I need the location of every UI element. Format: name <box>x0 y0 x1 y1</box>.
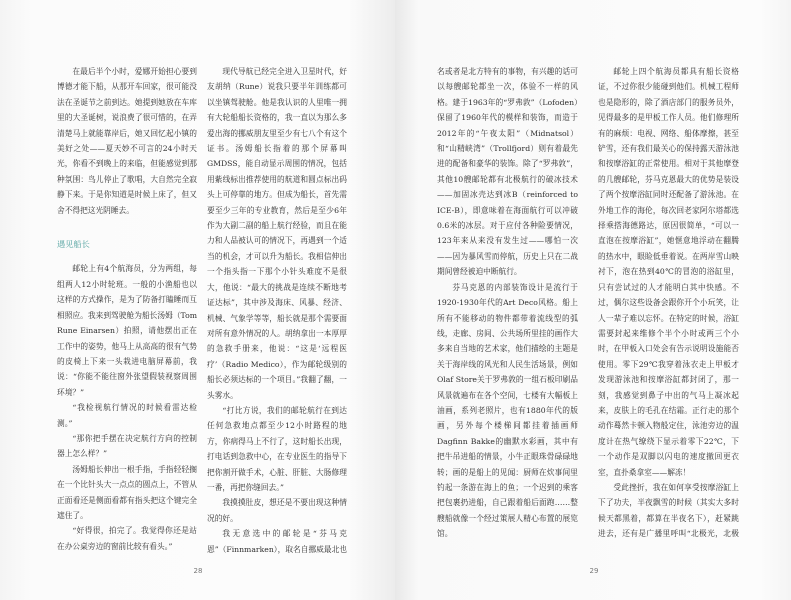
paragraph: 芬马克恩的内部装饰设计是流行于1920-1930年代的Art Deco风格。船上所有不能移动的物件都带着流线型的弧线，走廊、房间、公共场所里挂的画作大多来自当地的艺术家，他们描绘的主题是关于海岸线的风光和人民生活场景，例如Olaf Store关于罗弗敦的一组石板印刷品风景就遍布在各个空间，七楼有大幅板上油画，系列老照片，也有1880年代的版画，另外每个楼梯间都挂着插画师Dagfinn Bakke的幽默水彩画，其中有把牛吊进船的情景，小牛正眼珠骨碌碌地转；画的是船上的见闻：厨师在炊事间里钓起一条游在海上的鱼；一个迟到的乘客把包裹扔进船，自己跟着船后面跑……整艘船就像一个经过策展人精心布置的展览馆。 <box>437 282 578 539</box>
paragraph: 我摸摸肚皮，想还是不要出现这种情况的好。 <box>207 498 347 523</box>
dialogue-paragraph: “打比方说，我们的邮轮航行在到达任何急救地点都至少12小时路程的地方，你病得马上不行了，这时船长出现，打电话到急救中心，在专业医生的指导下把你割开做手术，心脏、肝脏、大肠修理一番，再把你缝回去。” <box>207 405 347 492</box>
paragraph: 在最后半个小时，爱娜开始担心要到博德才能下船，从那开车回家，很可能没法在圣诞节之前到达。她提到她放在车库里的大圣诞树，说浪费了很可惜的，在弄清楚马上就能靠岸后，她又回忆起小镇的美好之处——夏天妙不可言的24小时天光，你看不到晚上的来临，但能感觉到那种氛围：鸟儿停止了歌唱，大自然完全寂静下来。于是你知道是时候上床了，但又舍不得把这光阴睡去。 <box>57 67 197 215</box>
paragraph: 汤姆船长伸出一根手指，手指轻轻搁在一个比针头大一点点的圆点上，不管从正面看还是侧面看都有指头把这个键完全遮住了。 <box>57 464 197 520</box>
paragraph: 我无意选中的邮轮是“芬马克恩”（Finnmarken），取名自挪威最北也 <box>207 529 347 554</box>
paragraph: 现代导航已经完全进入卫星时代，好友胡纳（Rune）说我只要半年训练都可以坐镇驾驶舱。他是我认识的人里唯一拥有大轮船船长资格的，我一直以为那么多爱出海的挪威朋友里至少有七八个有这个证书。汤姆船长指着的那个屏幕叫GMDSS，能自动显示周围的情况，包括用紫线标出推荐使用的航道和圆点标出码头上可停靠的地方。但成为船长，首先需要至少三年的专业教育，然后是至少6年作为大副二副的船上航行经验，而且在能力和人品被认可的情况下，再遇到一个适当的机会，才可以升为船长。我相信伸出一个指头指一下那个小针头难度不是很大，他说：“最大的挑战是连续不断地考证达标”，其中涉及海床、风暴、经济、机械、气象学等等，船长就是那个需要面对所有意外情况的人。胡纳拿出一本厚厚的急救手册来，他说：“这是‘远程医疗’（Radio Medico），作为邮轮级别的船长必须达标的一个项目。”我翻了翻，一头雾水。 <box>207 67 347 400</box>
left-page <box>0 0 395 600</box>
paragraph: 受此挫折，我在如何享受按摩浴缸上下了功夫，半夜飘雪的时候（其实大多时候天都黑着，都算在半夜名下），赶紧跳进去，还有是广播里呼叫“北极光，北极 <box>598 482 739 539</box>
dialogue-paragraph: “好得很，拍完了。我觉得你还是站在办公桌旁边的窗前比较有看头。” <box>57 526 197 551</box>
dialogue-paragraph: “我检视航行情况的时候看雷达检测。” <box>57 403 197 428</box>
page-number: 29 <box>589 567 599 575</box>
paragraph: 邮轮上四个航海员都具有船长资格证，不过你很少能碰到他们。机械工程师也是隐形的，除了酒店部门的服务员外，见得最多的是甲板工作人员。他们修理所有的麻烦：电视、网络、船体摩擦，甚至铲雪，还有我们最关心的保持露天游泳池和按摩浴缸的正常使用。相对于其他摩登的几艘邮轮，芬马克恩最大的优势是装设了两个按摩浴缸同时还配备了游泳池。在外地工作的海伦，每次回老家阿尔塔都选择乘搭海德路达，原因很简单，“可以一直泡在按摩浴缸”，她惬意地浮动在翻腾的热水中，眼睑低垂着说。在两岸雪山映衬下，泡在热到40℃的冒泡的浴缸里，只有尝试过的人才能明白其中快感。不过，偶尔这些设备会跟你开个小玩笑，让人一辈子难以忘怀。在特定的时候，浴缸需要封起来维修个半个小时或两三个小时，在甲板入口处会有告示说明设施能否使用。零下29℃我穿着泳衣走上甲板才发现游泳池和按摩浴缸都封闭了，那一刻，我感觉到鼻子中出的气马上凝冰起来，皮肤上的毛孔在结霜。正行走的那个动作蓦然卡顿入物般定住，泳池旁边的温度计在热气缭绕下显示着零下22℃，下一个动作是双脚以闪电的速度撤回更衣室，直扑桑拿室——解冻！ <box>598 67 739 477</box>
paragraph: 邮轮上有4个航海员，分为两组，每组两人12小时轮班。一般的小渔船也以这样的方式操作，是为了防备打瞌睡而互相照应。我来到驾驶舱为船长汤姆（Tom Rune Einarsen）拍照，请他摆出正在工作中的姿势，他马上从高高的很有气势的皮椅上下来一头栽进电脑屏幕前，我说：“你能不能往窗外张望假装视察周围环境？” <box>57 264 197 397</box>
right-page <box>395 0 791 600</box>
left-page-text <box>57 64 347 560</box>
right-page-text <box>437 64 739 560</box>
page-number: 28 <box>193 567 203 575</box>
continued-paragraph: 名或者是北方特有的事物，有兴趣的话可以每艘邮轮都坐一次，体验不一样的风格。建于1963年的“罗弗敦”（Lofoden）保留了1960年代的模样和装饰，而造于2012年的“午夜太阳”（Midnatsol）和“山精峡湾”（Trollfjord）则有着最先进的配备和豪华的装饰。除了“罗弗敦”，其他10艘邮轮都有北极航行的破冰技术——加固冰壳达到冰B（reinforced to ICE-B），即意味着在海面航行可以冲破0.6米的冰层。对于应付各种险要情况，123年来从来没有发生过——哪怕一次——因为暴风雪而停航，历史上只在二战期间曾经被迫中断航行。 <box>437 67 578 277</box>
section-heading: 遇见船长 <box>57 239 90 250</box>
dialogue-paragraph: “那你把手摆在决定航行方向的控制器上怎么样？” <box>57 433 197 459</box>
